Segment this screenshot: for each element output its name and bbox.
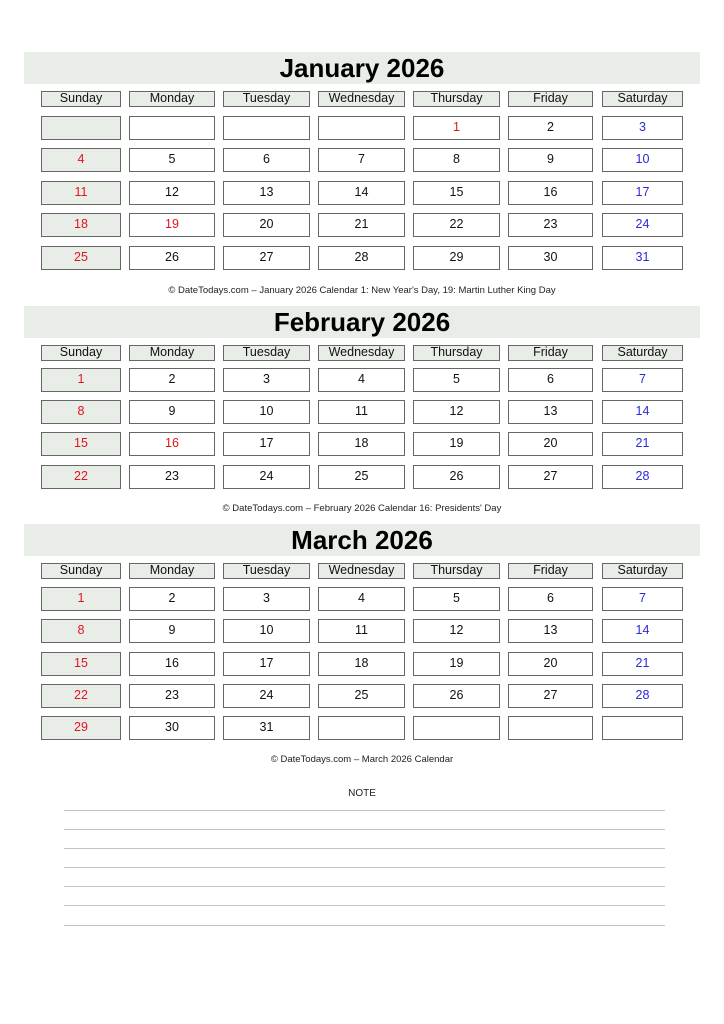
weekday-header-thursday: Thursday <box>413 91 500 107</box>
note-line <box>64 829 665 830</box>
day-cell[interactable]: 27 <box>223 246 310 270</box>
weekday-header-thursday: Thursday <box>413 345 500 361</box>
empty-day-cell <box>129 116 215 140</box>
day-cell[interactable]: 16 <box>129 652 215 676</box>
empty-day-cell <box>318 116 405 140</box>
day-cell[interactable]: 30 <box>508 246 593 270</box>
day-cell[interactable]: 23 <box>508 213 593 237</box>
day-cell[interactable]: 18 <box>41 213 121 237</box>
month-caption: © DateTodays.com – January 2026 Calendar 1: New Year's Day, 19: Martin Luther King Day <box>168 285 556 296</box>
day-cell[interactable]: 14 <box>318 181 405 205</box>
day-cell[interactable]: 26 <box>413 684 500 708</box>
day-cell[interactable]: 1 <box>41 587 121 611</box>
note-line <box>64 925 665 926</box>
day-cell[interactable]: 5 <box>129 148 215 172</box>
empty-day-cell <box>602 716 683 740</box>
weekday-header-wednesday: Wednesday <box>318 91 405 107</box>
day-cell[interactable]: 2 <box>129 368 215 392</box>
weekday-header-tuesday: Tuesday <box>223 563 310 579</box>
empty-day-cell <box>413 716 500 740</box>
day-cell[interactable]: 25 <box>318 465 405 489</box>
weekday-header-tuesday: Tuesday <box>223 345 310 361</box>
day-cell[interactable]: 27 <box>508 684 593 708</box>
day-cell[interactable]: 6 <box>508 587 593 611</box>
day-cell[interactable]: 24 <box>223 684 310 708</box>
weekday-header-wednesday: Wednesday <box>318 563 405 579</box>
note-line <box>64 905 665 906</box>
empty-day-cell <box>508 716 593 740</box>
day-cell[interactable]: 17 <box>223 652 310 676</box>
day-cell[interactable]: 12 <box>129 181 215 205</box>
day-cell[interactable]: 29 <box>41 716 121 740</box>
day-cell[interactable]: 20 <box>223 213 310 237</box>
day-cell[interactable]: 2 <box>508 116 593 140</box>
day-cell[interactable]: 1 <box>413 116 500 140</box>
day-cell[interactable]: 7 <box>318 148 405 172</box>
weekday-header-saturday: Saturday <box>602 91 683 107</box>
day-cell[interactable]: 23 <box>129 465 215 489</box>
day-cell[interactable]: 16 <box>129 432 215 456</box>
day-cell[interactable]: 25 <box>41 246 121 270</box>
day-cell[interactable]: 11 <box>318 619 405 643</box>
day-cell[interactable]: 7 <box>602 587 683 611</box>
day-cell[interactable]: 8 <box>413 148 500 172</box>
day-cell[interactable]: 21 <box>602 432 683 456</box>
note-line <box>64 867 665 868</box>
day-cell[interactable]: 19 <box>129 213 215 237</box>
month-title: March 2026 <box>24 524 700 556</box>
day-cell[interactable]: 24 <box>223 465 310 489</box>
weekday-header-sunday: Sunday <box>41 345 121 361</box>
day-cell[interactable]: 3 <box>602 116 683 140</box>
day-cell[interactable]: 10 <box>223 619 310 643</box>
weekday-header-saturday: Saturday <box>602 563 683 579</box>
day-cell[interactable]: 8 <box>41 400 121 424</box>
day-cell[interactable]: 13 <box>508 400 593 424</box>
day-cell[interactable]: 10 <box>602 148 683 172</box>
day-cell[interactable]: 9 <box>129 619 215 643</box>
day-cell[interactable]: 4 <box>318 587 405 611</box>
day-cell[interactable]: 4 <box>318 368 405 392</box>
weekday-header-wednesday: Wednesday <box>318 345 405 361</box>
month-caption: © DateTodays.com – March 2026 Calendar <box>270 754 454 765</box>
day-cell[interactable]: 15 <box>41 652 121 676</box>
day-cell[interactable]: 5 <box>413 587 500 611</box>
day-cell[interactable]: 12 <box>413 619 500 643</box>
note-line <box>64 886 665 887</box>
day-cell[interactable]: 31 <box>223 716 310 740</box>
weekday-header-monday: Monday <box>129 563 215 579</box>
month-title: January 2026 <box>24 52 700 84</box>
note-line <box>64 810 665 811</box>
day-cell[interactable]: 1 <box>41 368 121 392</box>
month-title: February 2026 <box>24 306 700 338</box>
weekday-header-sunday: Sunday <box>41 563 121 579</box>
day-cell[interactable]: 11 <box>41 181 121 205</box>
day-cell[interactable]: 6 <box>508 368 593 392</box>
day-cell[interactable]: 29 <box>413 246 500 270</box>
day-cell[interactable]: 19 <box>413 652 500 676</box>
day-cell[interactable]: 10 <box>223 400 310 424</box>
day-cell[interactable]: 25 <box>318 684 405 708</box>
day-cell[interactable]: 28 <box>602 684 683 708</box>
day-cell[interactable]: 6 <box>223 148 310 172</box>
day-cell[interactable]: 28 <box>318 246 405 270</box>
day-cell[interactable]: 26 <box>129 246 215 270</box>
day-cell[interactable]: 22 <box>41 684 121 708</box>
day-cell[interactable]: 16 <box>508 181 593 205</box>
day-cell[interactable]: 21 <box>318 213 405 237</box>
day-cell[interactable]: 12 <box>413 400 500 424</box>
weekday-header-friday: Friday <box>508 563 593 579</box>
day-cell[interactable]: 3 <box>223 368 310 392</box>
day-cell[interactable]: 24 <box>602 213 683 237</box>
day-cell[interactable]: 21 <box>602 652 683 676</box>
note-label: NOTE <box>348 788 376 799</box>
day-cell[interactable]: 5 <box>413 368 500 392</box>
day-cell[interactable]: 15 <box>41 432 121 456</box>
day-cell[interactable]: 27 <box>508 465 593 489</box>
empty-day-cell <box>41 116 121 140</box>
day-cell[interactable]: 2 <box>129 587 215 611</box>
day-cell[interactable]: 18 <box>318 652 405 676</box>
day-cell[interactable]: 14 <box>602 619 683 643</box>
day-cell[interactable]: 17 <box>223 432 310 456</box>
day-cell[interactable]: 28 <box>602 465 683 489</box>
day-cell[interactable]: 11 <box>318 400 405 424</box>
weekday-header-friday: Friday <box>508 345 593 361</box>
note-line <box>64 848 665 849</box>
day-cell[interactable]: 26 <box>413 465 500 489</box>
day-cell[interactable]: 9 <box>129 400 215 424</box>
day-cell[interactable]: 13 <box>223 181 310 205</box>
day-cell[interactable]: 17 <box>602 181 683 205</box>
day-cell[interactable]: 18 <box>318 432 405 456</box>
weekday-header-tuesday: Tuesday <box>223 91 310 107</box>
weekday-header-thursday: Thursday <box>413 563 500 579</box>
empty-day-cell <box>318 716 405 740</box>
day-cell[interactable]: 20 <box>508 432 593 456</box>
month-caption: © DateTodays.com – February 2026 Calendar 16: Presidents' Day <box>222 503 502 514</box>
day-cell[interactable]: 15 <box>413 181 500 205</box>
day-cell[interactable]: 7 <box>602 368 683 392</box>
day-cell[interactable]: 4 <box>41 148 121 172</box>
day-cell[interactable]: 13 <box>508 619 593 643</box>
day-cell[interactable]: 23 <box>129 684 215 708</box>
weekday-header-monday: Monday <box>129 91 215 107</box>
day-cell[interactable]: 19 <box>413 432 500 456</box>
day-cell[interactable]: 22 <box>41 465 121 489</box>
day-cell[interactable]: 31 <box>602 246 683 270</box>
weekday-header-saturday: Saturday <box>602 345 683 361</box>
day-cell[interactable]: 22 <box>413 213 500 237</box>
day-cell[interactable]: 9 <box>508 148 593 172</box>
day-cell[interactable]: 8 <box>41 619 121 643</box>
day-cell[interactable]: 30 <box>129 716 215 740</box>
weekday-header-friday: Friday <box>508 91 593 107</box>
weekday-header-sunday: Sunday <box>41 91 121 107</box>
day-cell[interactable]: 14 <box>602 400 683 424</box>
day-cell[interactable]: 3 <box>223 587 310 611</box>
empty-day-cell <box>223 116 310 140</box>
day-cell[interactable]: 20 <box>508 652 593 676</box>
weekday-header-monday: Monday <box>129 345 215 361</box>
